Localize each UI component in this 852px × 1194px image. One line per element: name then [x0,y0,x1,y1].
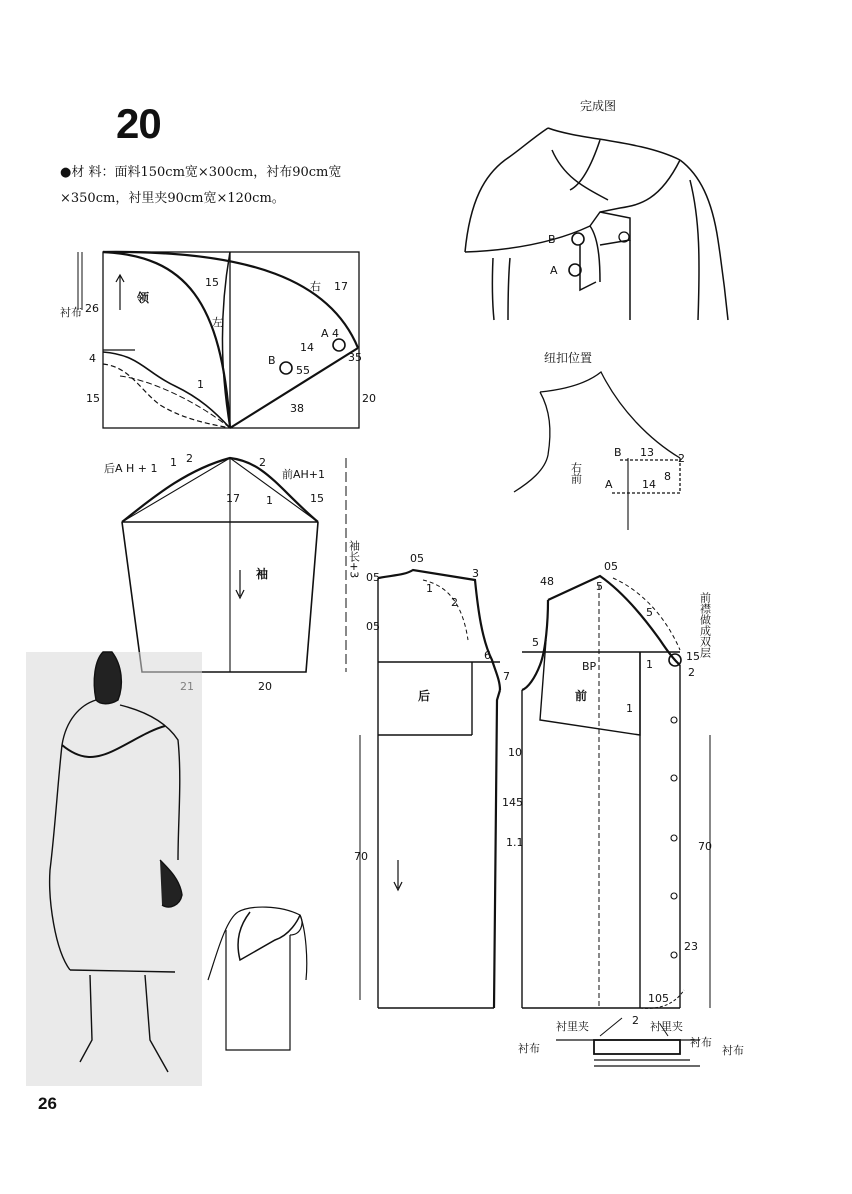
button-dim: 14 [642,478,656,491]
svg-text:1: 1 [626,702,633,715]
front-label: 前 [575,689,588,703]
svg-text:05: 05 [410,552,424,565]
collar-dim: 20 [362,392,376,405]
svg-text:10: 10 [508,746,522,759]
svg-text:70: 70 [354,850,368,863]
fashion-illustration [26,652,307,1086]
collar-dim: 35 [348,351,362,364]
finished-point-a: A [550,264,558,277]
collar-dim: 17 [334,280,348,293]
svg-text:6: 6 [484,649,491,662]
materials-text: ●材 料：面料150cm宽×300cm，衬布90cm宽×350cm，衬里夹90cm宽×120cm。 [60,165,342,206]
bust-point-label: BP [582,660,597,673]
sleeve-front-armhole: 前AH+1 [282,468,326,481]
svg-text:5: 5 [646,606,653,619]
sleeve-draft [122,458,346,672]
front-bodice [522,576,710,1008]
collar-right-label: 右 [310,280,321,293]
collar-point-a: A [321,327,329,340]
svg-text:15: 15 [686,650,700,663]
svg-text:5: 5 [596,580,603,593]
button-position-diagram [514,372,680,530]
collar-dim: 1 [197,378,204,391]
back-dims [354,552,524,863]
pattern-number: 20 [116,100,161,147]
collar-label: 领 [137,291,150,305]
sleeve-dim: 20 [258,680,272,693]
collar-interfacing-label: 衬布 [60,306,82,319]
button-position-title: 纽扣位置 [544,351,593,365]
collar-dim: 55 [296,364,310,377]
svg-text:2: 2 [688,666,695,679]
svg-text:2: 2 [451,596,458,609]
finished-point-b: B [548,233,556,246]
finished-view-title: 完成图 [580,99,617,113]
front-double-layer-note: 前襟做成双层 [698,592,712,658]
svg-text:1.1: 1.1 [506,836,524,849]
svg-text:7: 7 [503,670,510,683]
button-front-label: 右前 [569,462,583,484]
svg-text:衬布: 衬布 [690,1036,712,1049]
page-number: 26 [38,1094,57,1113]
svg-text:05: 05 [366,571,380,584]
svg-text:衬布: 衬布 [722,1044,744,1057]
svg-text:145: 145 [502,796,523,809]
collar-dim: 4 [332,327,339,340]
sleeve-back-armhole: 后A H + 1 [104,462,158,475]
button-dim: 8 [664,470,671,483]
svg-text:1: 1 [646,658,653,671]
back-bodice [360,570,500,1008]
svg-text:105: 105 [648,992,669,1005]
collar-point-b: B [268,354,276,367]
svg-text:3: 3 [472,567,479,580]
button-point-a: A [605,478,613,491]
svg-text:23: 23 [684,940,698,953]
collar-dim: 4 [89,352,96,365]
svg-text:衬里夹: 衬里夹 [650,1020,683,1033]
finished-view [465,128,728,320]
collar-dim: 26 [85,302,99,315]
sleeve-dim: 2 [259,456,266,469]
sleeve-dim: 17 [226,492,240,505]
button-dim: 2 [678,452,685,465]
front-dims [532,560,712,1027]
sleeve-dim: 2 [186,452,193,465]
svg-text:衬里夹: 衬里夹 [556,1020,589,1033]
svg-text:1: 1 [426,582,433,595]
collar-dim: 15 [205,276,219,289]
button-dim: 13 [640,446,654,459]
collar-left-label: 左 [212,316,223,329]
svg-text:衬布: 衬布 [518,1042,540,1055]
svg-text:5: 5 [532,636,539,649]
sleeve-length-label: 袖长+3 [347,540,361,579]
sleeve-dim: 15 [310,492,324,505]
svg-text:05: 05 [604,560,618,573]
hem-labels [518,1019,744,1057]
sleeve-dim: 1 [170,456,177,469]
collar-dim: 15 [86,392,100,405]
svg-text:2: 2 [632,1014,639,1027]
svg-text:70: 70 [698,840,712,853]
svg-text:48: 48 [540,575,554,588]
svg-text:05: 05 [366,620,380,633]
back-label: 后 [418,689,431,703]
collar-dim: 14 [300,341,314,354]
sleeve-dim: 1 [266,494,273,507]
collar-dim: 38 [290,402,304,415]
sleeve-label: 袖 [256,567,269,581]
button-point-b: B [614,446,622,459]
